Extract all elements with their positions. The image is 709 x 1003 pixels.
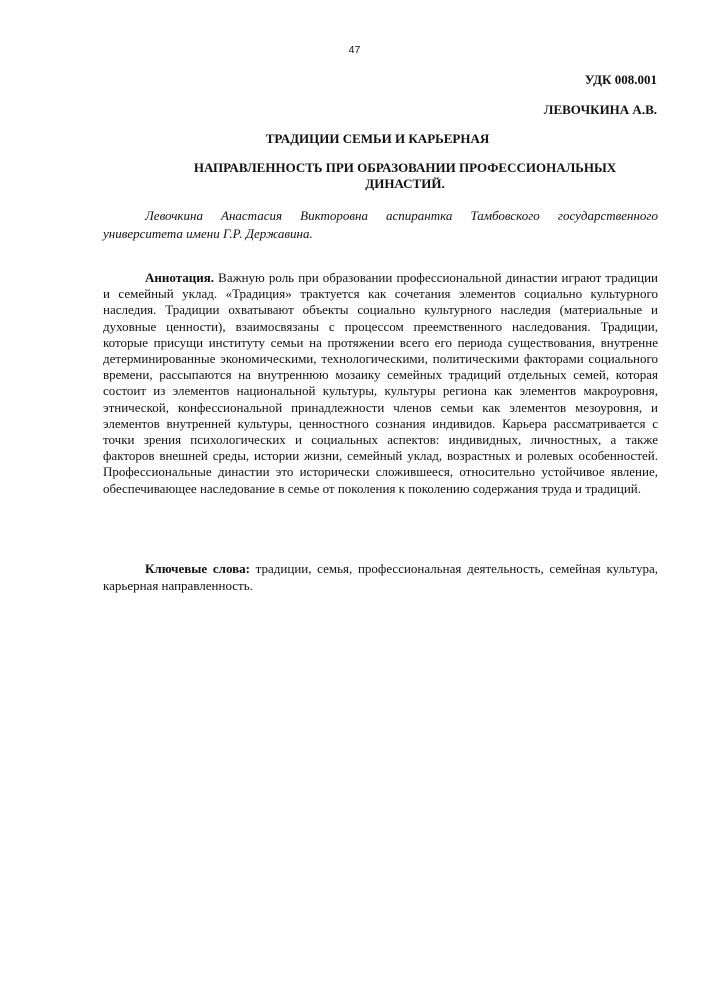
keywords-paragraph: [103, 560, 658, 594]
abstract-label: Аннотация.: [145, 270, 215, 285]
abstract-text: Важную роль при образовании профессиональной династии играют традиции и семейный уклад. «Традиция» трактуется как сочетания элементов социально культурного наследия. Традиции охватывают объекты социально культурного наследия (материальные и духовные ценности), взаимосвязаны с процессом преемственного наследования. Традиции, которые присущи институту семьи на протяжении всего его периода существования, внутренне детерминированные экономическими, технологическими, политическими факторами социального времени, рассыпаются на внутреннюю мозаику семейных традиций отдельных семей, которая состоит из элементов национальной культуры, культуры региона как элементов макроуровня, этнической, конфессиональной принадлежности членов семьи как элементов мезоуровня, и элементов внутренней культуры, ценностного сознания индивидов. Карьера рассматривается с точки зрения психологических и социальных аспектов: индивидных, личностных, а также факторов внешней среды, истории жизни, семейный уклад, возрастных и ролевых особенностей. Профессиональные династии это исторически сложившееся, относительно устойчивое явление, обеспечивающее наследование в семье от поколения к поколению содержания труда и традиций.: [103, 270, 658, 496]
keywords-text: традиции, семья, профессиональная деятельность, семейная культура, карьерная направленность.: [103, 561, 658, 593]
keywords-label: Ключевые слова:: [145, 561, 250, 576]
abstract-paragraph: [103, 270, 658, 497]
author-affiliation: Левочкина Анастасия Викторовна аспирантка Тамбовского государственного университета имени Г.Р. Державина.: [103, 208, 658, 241]
page-number: 47: [348, 44, 361, 56]
title-line-1: ТРАДИЦИИ СЕМЬИ И КАРЬЕРНАЯ: [265, 131, 490, 146]
title-line-2: НАПРАВЛЕННОСТЬ ПРИ ОБРАЗОВАНИИ ПРОФЕССИОНАЛЬНЫХ ДИНАСТИЙ.: [193, 160, 617, 191]
author-short-name: ЛЕВОЧКИНА А.В.: [543, 102, 657, 117]
udk-code: УДК 008.001: [584, 72, 657, 87]
